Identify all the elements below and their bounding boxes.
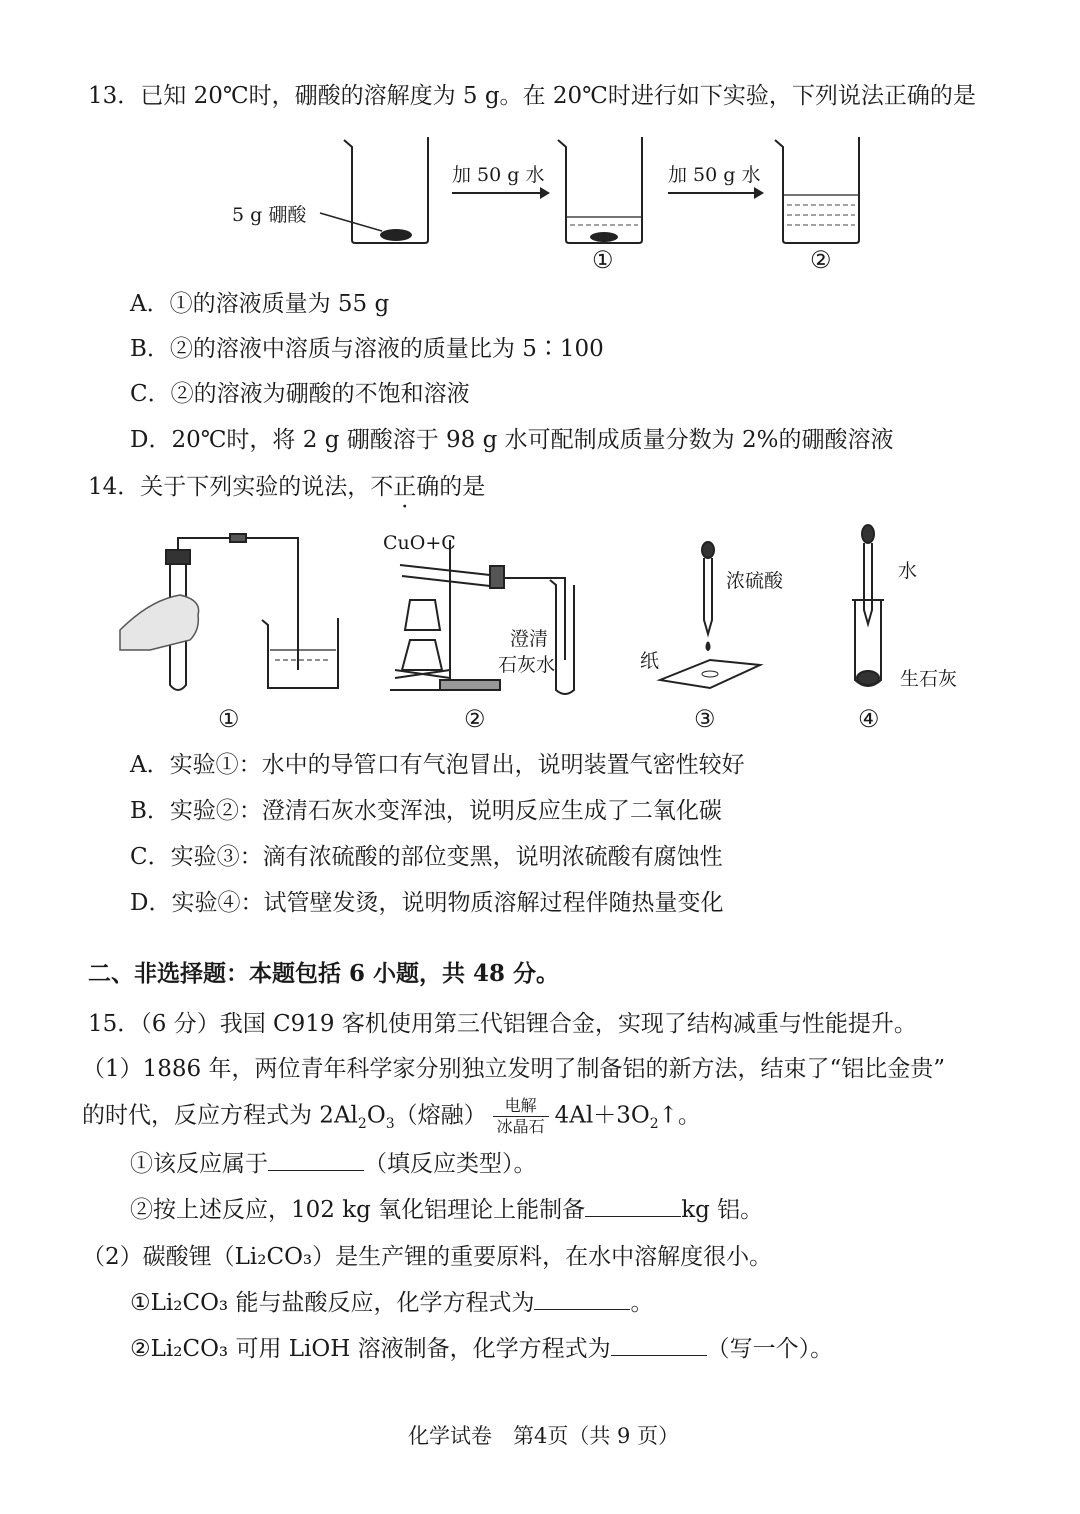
q14-option-a: A．实验①：水中的导管口有气泡冒出，说明装置气密性较好	[130, 752, 745, 778]
q14-stem: 14．关于下列实验的说法，不正确的是	[88, 474, 486, 500]
apparatus-acid-paper	[660, 542, 760, 688]
label-add-water-1: 加 50 g 水	[452, 164, 545, 186]
emphasis-not-correct: 不正确	[370, 474, 440, 500]
reaction-condition: $\frac{\text{电解}}{\text{冰晶石}}$	[493, 1096, 549, 1137]
beaker-2	[775, 137, 859, 243]
q13-stem: 13．已知 20℃时，硼酸的溶解度为 5 g。在 20℃时进行如下实验，下列说法正确的是	[88, 83, 976, 109]
answer-blank-2[interactable]	[585, 1194, 681, 1217]
beaker-initial	[344, 137, 428, 243]
q15-part1-line1: （1）1886 年，两位青年科学家分别独立发明了制备铝的新方法，结束了“铝比金贵”	[82, 1056, 945, 1082]
label-limewater-2: 石灰水	[498, 654, 556, 676]
label-water: 水	[898, 560, 918, 582]
q15-part1-sub2: ②按上述反应，102 kg 氧化铝理论上能制备 kg 铝。	[130, 1194, 763, 1226]
page-footer: 化学试卷 第4页（共 9 页）	[408, 1424, 680, 1448]
q15-part2-sub2: ②Li₂CO₃ 可用 LiOH 溶液制备，化学方程式为 （写一个）。	[130, 1333, 833, 1365]
beaker-1	[558, 137, 642, 243]
boric-acid-solid	[380, 229, 412, 241]
q13-beaker-figure	[220, 125, 880, 275]
q14-option-d: D．实验④：试管壁发烫，说明物质溶解过程伴随热量变化	[130, 890, 724, 916]
label-limewater-1: 澄清	[510, 628, 549, 650]
label-boric-acid: 5 g 硼酸	[232, 204, 307, 226]
fig-num-2: ②	[810, 246, 832, 274]
q13-option-c: C．②的溶液为硼酸的不饱和溶液	[130, 381, 470, 407]
label-quicklime: 生石灰	[900, 668, 958, 690]
fig-num-4: ④	[858, 705, 880, 733]
q15-part2-sub1: ①Li₂CO₃ 能与盐酸反应，化学方程式为 。	[130, 1287, 653, 1319]
q15-part1-line2: 的时代，反应方程式为 $2Al_2O_3$（熔融） $\frac{\text{电解}}{\text{冰晶石}}$ $4Al+3O_2↑$。	[82, 1096, 701, 1136]
label-conc-sulfuric-acid: 浓硫酸	[726, 570, 784, 592]
fig-num-3: ③	[694, 705, 716, 733]
q15-part2-line1: （2）碳酸锂（Li₂CO₃）是生产锂的重要原料，在水中溶解度很小。	[82, 1244, 773, 1270]
fig-num-2: ②	[464, 705, 486, 733]
q13-option-b: B．②的溶液中溶质与溶液的质量比为 5∶100	[130, 336, 604, 362]
answer-blank-1[interactable]	[268, 1148, 364, 1171]
q13-option-d: D．20℃时，将 2 g 硼酸溶于 98 g 水可配制成质量分数为 2%的硼酸溶液	[130, 427, 894, 453]
answer-blank-4[interactable]	[611, 1333, 707, 1356]
answer-blank-3[interactable]	[534, 1287, 630, 1310]
q14-option-c: C．实验③：滴有浓硫酸的部位变黑，说明浓硫酸有腐蚀性	[130, 844, 723, 870]
apparatus-lime-water	[852, 525, 884, 686]
section-2-heading: 二、非选择题：本题包括 6 小题，共 48 分。	[88, 960, 560, 987]
label-paper: 纸	[640, 650, 660, 672]
label-add-water-2: 加 50 g 水	[668, 164, 761, 186]
label-cuo-c: CuO+C	[383, 532, 456, 554]
q15-part1-sub1: ①该反应属于 （填反应类型）。	[130, 1148, 537, 1180]
q13-option-a: A．①的溶液质量为 55 g	[130, 291, 390, 317]
q15-stem: 15．（6 分）我国 C919 客机使用第三代铝锂合金，实现了结构减重与性能提升。	[88, 1011, 917, 1037]
q14-option-b: B．实验②：澄清石灰水变浑浊，说明反应生成了二氧化碳	[130, 798, 722, 824]
fig-num-1: ①	[592, 246, 614, 274]
fig-num-1: ①	[218, 705, 240, 733]
